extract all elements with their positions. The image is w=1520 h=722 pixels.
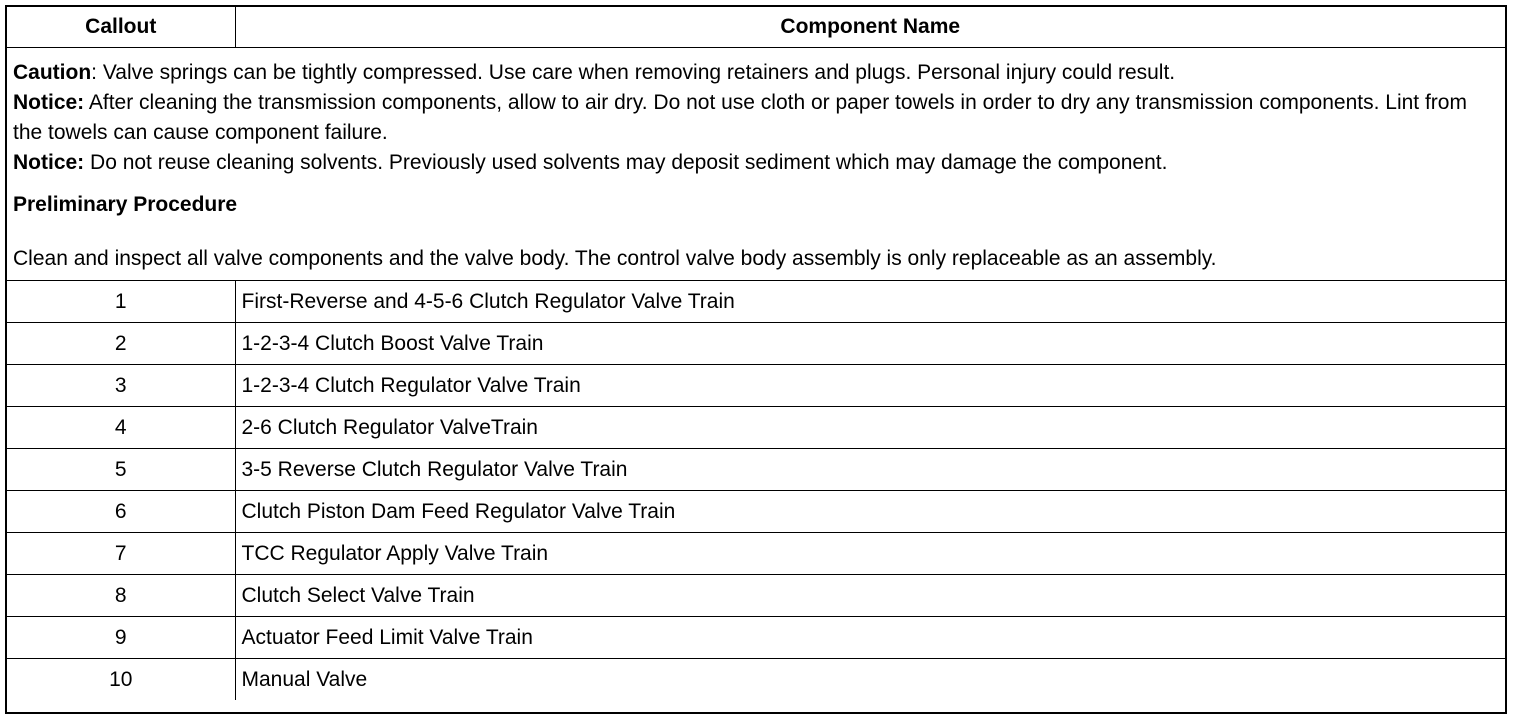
table-row — [7, 323, 1505, 365]
component-table — [7, 7, 1505, 700]
caution-text: : Valve springs can be tightly compressed. Use care when removing retainers and plugs. Personal injury could result. — [91, 61, 1176, 84]
notice-cleaning-label: Notice: — [13, 91, 85, 114]
component-name-cell: TCC Regulator Apply Valve Train — [235, 533, 1505, 575]
notice-cleaning — [13, 88, 1499, 148]
table-row — [7, 365, 1505, 407]
component-name-cell: 3-5 Reverse Clutch Regulator Valve Train — [235, 449, 1505, 491]
callout-cell: 10 — [7, 659, 235, 701]
component-name-cell: Clutch Piston Dam Feed Regulator Valve Train — [235, 491, 1505, 533]
callout-cell: 1 — [7, 281, 235, 323]
notes-row — [7, 48, 1505, 281]
component-name-cell: 1-2-3-4 Clutch Boost Valve Train — [235, 323, 1505, 365]
notice-solvents-text: Do not reuse cleaning solvents. Previously used solvents may deposit sediment which may damage the component. — [84, 151, 1168, 174]
notes-cell — [7, 48, 1505, 281]
table-row — [7, 659, 1505, 701]
callout-cell: 3 — [7, 365, 235, 407]
component-table-frame — [5, 5, 1507, 714]
callout-cell: 8 — [7, 575, 235, 617]
table-row — [7, 491, 1505, 533]
notice-solvents-label: Notice: — [13, 151, 85, 174]
component-name-cell: Manual Valve — [235, 659, 1505, 701]
component-name-cell: Actuator Feed Limit Valve Train — [235, 617, 1505, 659]
callout-cell: 2 — [7, 323, 235, 365]
table-row — [7, 617, 1505, 659]
table-row — [7, 575, 1505, 617]
table-row — [7, 449, 1505, 491]
table-row — [7, 533, 1505, 575]
callout-cell: 6 — [7, 491, 235, 533]
procedure-text: Clean and inspect all valve components and the valve body. The control valve body assembly is only replaceable as an assembly. — [13, 247, 1217, 270]
component-name-cell: First-Reverse and 4-5-6 Clutch Regulator Valve Train — [235, 281, 1505, 323]
notice-cleaning-text: After cleaning the transmission components, allow to air dry. Do not use cloth or paper towels in order to dry any transmission components. Lint from the towels can cause component failure. — [13, 91, 1467, 144]
table-row — [7, 281, 1505, 323]
callout-cell: 9 — [7, 617, 235, 659]
callout-cell: 4 — [7, 407, 235, 449]
component-name-cell: Clutch Select Valve Train — [235, 575, 1505, 617]
callout-column-header: Callout — [7, 7, 235, 48]
component-name-cell: 1-2-3-4 Clutch Regulator Valve Train — [235, 365, 1505, 407]
callout-cell: 5 — [7, 449, 235, 491]
spacer — [13, 178, 1499, 190]
table-row — [7, 407, 1505, 449]
caution-label: Caution — [13, 61, 92, 84]
procedure-title: Preliminary Procedure — [13, 193, 238, 216]
table-header-row — [7, 7, 1505, 48]
callout-cell: 7 — [7, 533, 235, 575]
component-name-cell: 2-6 Clutch Regulator ValveTrain — [235, 407, 1505, 449]
spacer — [13, 220, 1499, 244]
component-name-column-header: Component Name — [235, 7, 1505, 48]
caution-note — [13, 58, 1499, 88]
notice-solvents — [13, 148, 1499, 178]
